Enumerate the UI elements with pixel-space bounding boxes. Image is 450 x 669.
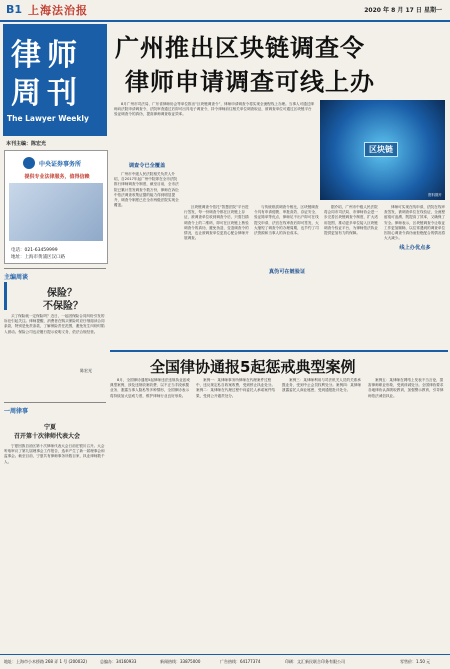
footer-ads: 广告热线：64177374 (220, 659, 261, 664)
ad-logo-icon (23, 157, 35, 169)
sec2-col-c (282, 378, 362, 646)
col-b-text: 区块链调查令依托“智慧法院”平台进行签发，每一份调查令都在区块链上存证，被调查单位收到调查令后，只需扫描调查令上的二维码，即可在区块链上核验调查令的真伪，避免伪造、变造调查令的情况，也让被调查单位更放心配合律师开展调查。 (184, 205, 249, 241)
col-a-text: 广州市中级人民法院相关负责人介绍，自2017年起广州中院即在全市法院推行律师调查令制度，截至目前，全市法院已累计签发调查令数万份，律师在诉讼中依法调查收集证据的能力得到明显提升，调查令制度已在全市两级法院实现全覆盖。 (114, 172, 179, 208)
subhead-2: 真伪可在链验证 (254, 268, 320, 275)
column-text: 买了保险就一定保险吗？近日，一起因保险合同纠纷引发的诉讼引起关注。律师提醒，消费者在购买保险时应仔细阅读合同条款，特别是免责条款，了解保险责任范围，避免发生纠纷时陷入被动。保险公司也应履行提示说明义务，依法合规经营。 (4, 314, 105, 334)
photo-credit: 资料图片 (428, 193, 442, 197)
page-footer (0, 654, 450, 669)
ad-tagline: 提供专业法律服务，值得信赖 (24, 174, 90, 180)
advert-box (4, 150, 108, 264)
masthead-english: The Lawyer Weekly (7, 114, 89, 123)
date-line: 2020 年 8 月 17 日 星期一 (364, 7, 442, 14)
sec2-col-b (196, 378, 276, 646)
sec2-col-d (368, 378, 446, 646)
column-body (4, 314, 106, 366)
news-text: 宁夏回族自治区第十次律师代表大会日前在银川召开。大会听取审议了第九届理事会工作报告，选举产生了新一届理事会和监事会。截至目前，宁夏共有律师事务所数百家，执业律师数千人。 (4, 444, 105, 464)
article-col-d (324, 205, 380, 343)
ad-phone: 电话：021-63459999 (11, 248, 58, 253)
column-box (4, 282, 109, 310)
subhead-3: 线上办优点多 (384, 244, 446, 251)
lead-paragraph (114, 102, 314, 160)
sec2-col-d-text: 案例五：某律师在网络上发表不当言论，损害律师职业形象，受到训诫处分。全国律协要求各地律协认真吸取教训，加强警示教育，引导律师依法诚信执业。 (368, 378, 444, 398)
masthead-title-1: 律师 (11, 38, 83, 73)
column-label: 主编周谈 (4, 274, 29, 281)
column-author: 陈宏光 (80, 368, 92, 373)
sec2-col-a-text: 8月，全国律协通报5起律师违法违规执业惩戒典型案例，涉及违规收案收费、以不正当手段承揽业务、泄露当事人隐私等多种情形，全国律协表示将持续加大惩戒力度，维护律师行业良好形象。 (110, 378, 190, 398)
section2-headline: 全国律协通报5起惩戒典型案例 (150, 358, 356, 376)
sec2-col-a (110, 378, 190, 646)
article-col-a (114, 172, 180, 342)
ad-address: 地址：上海市黄浦区汉口路 (11, 255, 65, 260)
headline-1: 广州推出区块链调查令 (115, 34, 365, 62)
article-col-b (184, 205, 250, 343)
footer-price: 零售价：1.50 元 (400, 659, 431, 664)
news-label: 一周律事 (4, 408, 29, 415)
footer-hotline: 总编办：34160933 (100, 659, 137, 664)
column-title-1: 保险？ (47, 288, 77, 299)
news-body (4, 444, 106, 644)
article-right-col (384, 205, 446, 343)
blockchain-photo (320, 100, 445, 200)
column-title-2: 不保险？ (43, 301, 83, 312)
sec2-col-c-text: 案例三：某律师利用与司法机关人员的关系承揽业务，受到中止会员权利处分。案例四：某律师泄露委托人商业秘密，受到通报批评处分。 (282, 378, 362, 393)
ad-firm: 中央证券事务所 (39, 161, 82, 168)
news-item-sub: 召开第十次律师代表大会 (14, 433, 81, 440)
page-header (0, 0, 450, 22)
masthead-title-2: 周刊 (11, 76, 83, 111)
col-c-text: 与传统纸质调查令相比，区块链调查令具有申请便捷、审批高效、存证安全、验证简单等优点，律师足不出户即可在线提交申请，法官在线审查后即可签发，大大缩短了调查令的办理周期，也节约了司法资源和当事人的诉讼成本。 (254, 205, 319, 236)
divider-left (4, 268, 106, 269)
section2-rule (110, 350, 448, 352)
right-col-text: 律师可实现在线申请，法院在线审查签发，被调查单位在线验证，全流程留痕可追溯，既提高了效率，又确保了安全。律师表示，区块链调查令让取证工作更加顺畅，以往常遇到的调查单位因担心调查令真伪而拒绝配合的情况将大大减少。 (384, 205, 446, 241)
col-d-text: 据介绍，广州市中级人民法院将会同市司法局、市律师协会进一步完善区块链调查令制度，扩大适用范围，推动更多单位接入区块链调查令验证平台，为律师依法执业提供更加有力的保障。 (324, 205, 378, 236)
ad-image (9, 183, 103, 241)
masthead-editor: 本刊主编：陈宏光 (6, 141, 47, 147)
headline-2: 律师申请调查可线上办 (125, 68, 375, 96)
divider-news (4, 402, 106, 403)
sec2-col-b-text: 案例一：某律师事务所律师在代理案件过程中，违反规定私自收案收费，受到停止执业处分。案例二：某律师在代理过程中向委托人承诺案件结果，受到公开谴责处分。 (196, 378, 276, 398)
page-number: B1 (6, 3, 23, 16)
lead-text: 8月广州市司法局、广东省律师协会等单位推出“区块链调查令”，律师申请调查令将实现全流程线上办理。当事人可通过律师向法院申请调查令，法院审查通过后即可出具电子调查令，持令律师前往相关单位调查取证，被调查单位可通过区块链平台验证调查令的真伪，提高律师调查取证效率。 (114, 102, 314, 117)
news-item-title: 宁夏 (44, 424, 57, 431)
photo-tag: 区块链 (364, 142, 398, 157)
subhead-1: 调查令已全覆盖 (128, 163, 166, 169)
masthead (3, 24, 107, 136)
footer-print: 印刷：文汇新民联合印务有限公司 (285, 659, 345, 664)
footer-address: 地址：上海市小木桥路 268 弄 1 号 (200032) (4, 659, 87, 664)
paper-name: 上海法治报 (28, 4, 88, 17)
footer-news: 新闻热线：33875000 (160, 659, 201, 664)
